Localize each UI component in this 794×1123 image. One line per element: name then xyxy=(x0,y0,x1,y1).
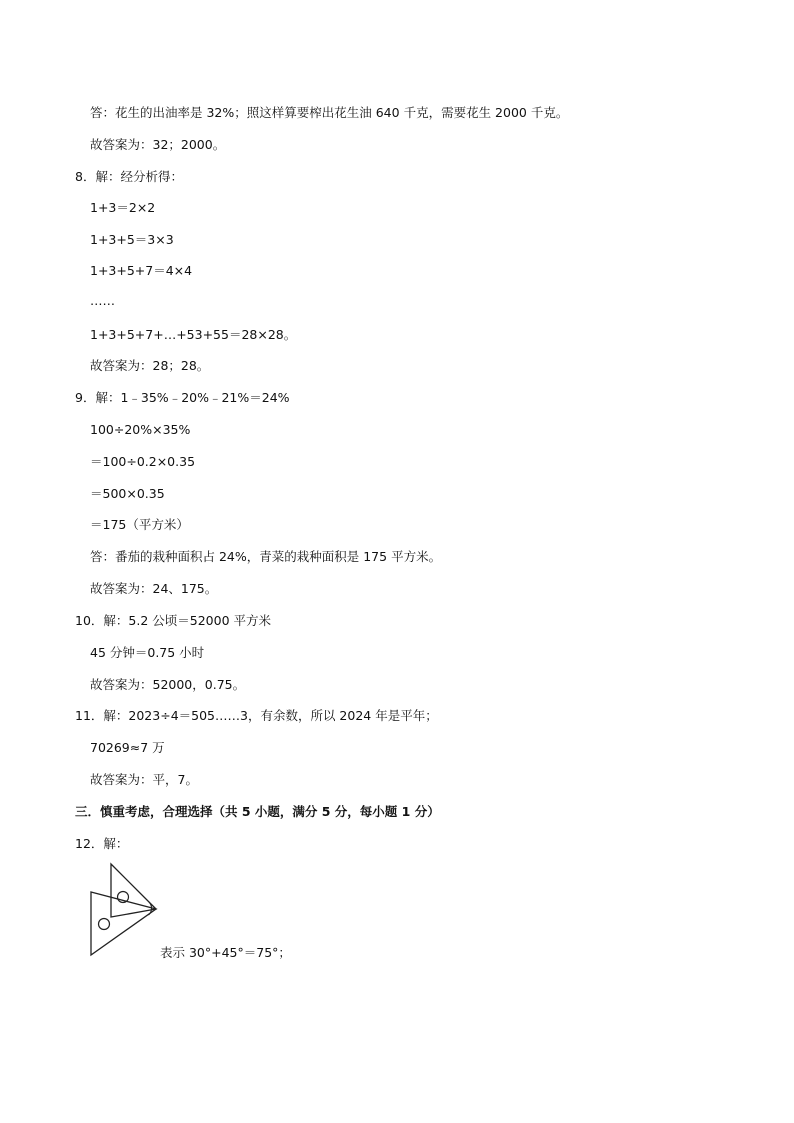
equation-line: 45 分钟＝0.75 小时 xyxy=(90,645,205,660)
solution-heading-12: 12．解： xyxy=(75,836,129,851)
lower-triangle xyxy=(91,892,156,955)
ellipsis-line: …… xyxy=(90,293,115,308)
solution-heading-11: 11．解：2023÷4＝505……3，有余数，所以 2024 年是平年； xyxy=(75,708,438,723)
equation-line: ＝175（平方米） xyxy=(90,517,189,532)
answer-line-7: 故答案为：32；2000。 xyxy=(90,137,226,152)
set-square-angle-figure xyxy=(89,862,161,958)
answer-sentence-7: 答：花生的出油率是 32%；照这样算要榨出花生油 640 千克，需要花生 2000 千克。 xyxy=(90,105,569,120)
equation-line: 1+3+5+7＝4×4 xyxy=(90,263,193,278)
solution-heading-8: 8．解：经分析得： xyxy=(75,169,183,184)
answer-line-10: 故答案为：52000，0.75。 xyxy=(90,677,246,692)
answer-line-9: 故答案为：24、175。 xyxy=(90,581,218,596)
lower-hole-circle xyxy=(99,919,110,930)
upper-triangle xyxy=(111,864,156,917)
figure-caption: 表示 30°+45°＝75°； xyxy=(160,945,291,960)
answer-sentence-9: 答：番茄的栽种面积占 24%，青菜的栽种面积是 175 平方米。 xyxy=(90,549,442,564)
equation-line: 70269≈7 万 xyxy=(90,740,165,755)
equation-line: ＝100÷0.2×0.35 xyxy=(90,454,196,469)
equation-line: 1+3+5+7+…+53+55＝28×28。 xyxy=(90,327,297,342)
section-heading: 三．慎重考虑，合理选择（共 5 小题，满分 5 分，每小题 1 分） xyxy=(75,804,440,819)
equation-line: 1+3+5＝3×3 xyxy=(90,232,174,247)
answer-line-11: 故答案为：平，7。 xyxy=(90,772,198,787)
answer-line-8: 故答案为：28；28。 xyxy=(90,358,210,373)
solution-heading-10: 10．解：5.2 公顷＝52000 平方米 xyxy=(75,613,271,628)
solution-heading-9: 9．解：1﹣35%﹣20%﹣21%＝24% xyxy=(75,390,290,405)
equation-line: 100÷20%×35% xyxy=(90,422,191,437)
equation-line: ＝500×0.35 xyxy=(90,486,165,501)
equation-line: 1+3＝2×2 xyxy=(90,200,156,215)
